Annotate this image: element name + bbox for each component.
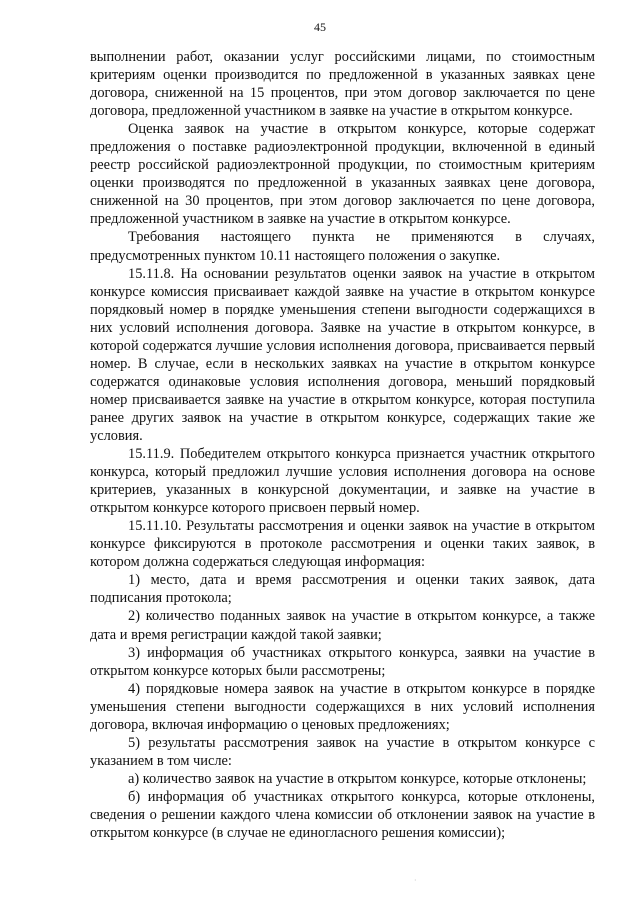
paragraph: Требования настоящего пункта не применяются в случаях, предусмотренных пунктом 10.11 настоящего положения о закупке. xyxy=(90,229,595,264)
sub-list-item: а) количество заявок на участие в открытом конкурсе, которые отклонены; xyxy=(128,770,587,787)
document-body xyxy=(90,48,595,842)
paragraph: выполнении работ, оказании услуг российскими лицами, по стоимостным критериям оценки производится по предложенной в указанных заявках цене договора, сниженной на 15 процентов, при этом договор заключается по цене договора, предложенной участником в заявке на участие в открытом конкурсе. xyxy=(90,49,595,120)
paragraph: Оценка заявок на участие в открытом конкурсе, которые содержат предложения о поставке радиоэлектронной продукции, включенной в единый реестр российской радиоэлектронной продукции, по стоимостным критериям оценки производятся по предложенной в указанных заявках цене договора, сниженной на 30 процентов, при этом договор заключается по цене договора, предложенной участником в заявке на участие в открытом конкурсе. xyxy=(90,121,595,228)
list-item: 1) место, дата и время рассмотрения и оценки таких заявок, дата подписания протокола; xyxy=(90,572,595,607)
paragraph: 15.11.9. Победителем открытого конкурса признается участник открытого конкурса, который предложил лучшие условия исполнения договора на основе критериев, указанных в конкурсной документации, и заявке на участие в открытом конкурсе которого присвоен первый номер. xyxy=(90,446,595,517)
list-item: 5) результаты рассмотрения заявок на участие в открытом конкурсе с указанием в том числе: xyxy=(90,734,595,769)
page-number: 45 xyxy=(314,20,326,34)
paragraph: 15.11.8. На основании результатов оценки заявок на участие в открытом конкурсе комиссия присваивает каждой заявке на участие в открытом конкурсе порядковый номер в порядке уменьшения степени выгодности содержащихся в них условий исполнения договора. Заявке на участие в открытом конкурсе, в которой содержатся лучшие условия исполнения договора, присваивается первый номер. В случае, если в нескольких заявках на участие в открытом конкурсе содержатся одинаковые условия исполнения договора, меньший порядковый номер присваивается заявке на участие в открытом конкурсе, которая поступила ранее других заявок на участие в открытом конкурсе, содержащих такие же условия. xyxy=(90,265,595,444)
list-item: 2) количество поданных заявок на участие в открытом конкурсе, а также дата и время регистрации каждой такой заявки; xyxy=(90,608,595,643)
list-item: 3) информация об участниках открытого конкурса, заявки на участие в открытом конкурсе которых были рассмотрены; xyxy=(90,644,595,679)
list-item: 4) порядковые номера заявок на участие в открытом конкурсе в порядке уменьшения степени выгодности содержащихся в них условий исполнения договора, включая информацию о ценовых предложениях; xyxy=(90,680,595,733)
paragraph: 15.11.10. Результаты рассмотрения и оценки заявок на участие в открытом конкурсе фиксируются в протоколе рассмотрения и оценки таких заявок, в котором должна содержаться следующая информация: xyxy=(90,518,595,571)
sub-list-item: б) информация об участниках открытого конкурса, которые отклонены, сведения о решении каждого члена комиссии об отклонении заявок на участие в открытом конкурсе (в случае не единогласного решения комиссии); xyxy=(90,788,595,842)
scan-mark: · xyxy=(414,876,417,885)
